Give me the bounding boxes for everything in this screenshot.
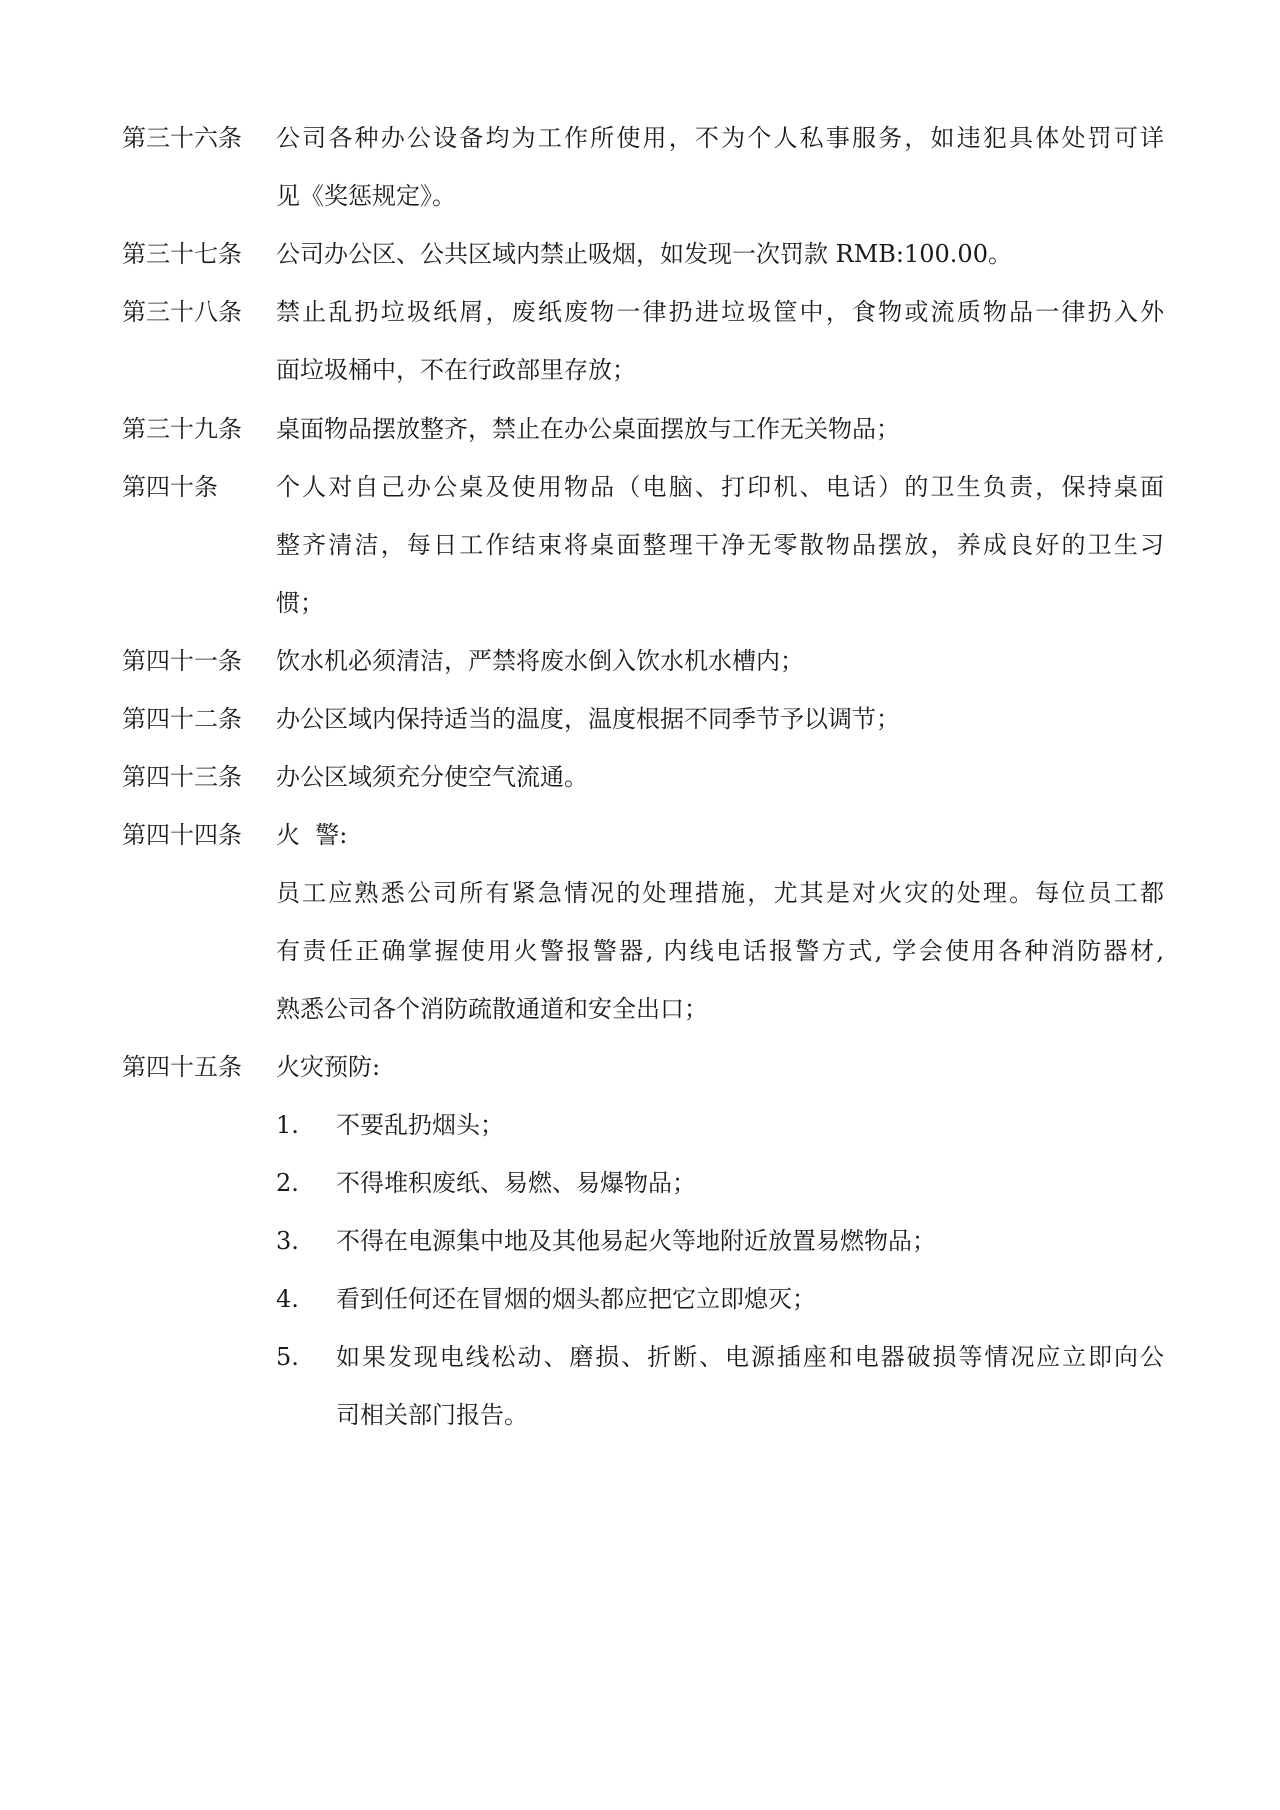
article-44-text: 员工应熟悉公司所有紧急情况的处理措施，尤其是对火灾的处理。每位员工都 — [276, 879, 1164, 907]
list-item-text: 司相关部门报告。 — [336, 1401, 528, 1429]
article-40-text: 惯； — [276, 589, 324, 617]
article-44-heading: 火 警: — [276, 821, 348, 849]
article-36-text: 公司各种办公设备均为工作所使用，不为个人私事服务，如违犯具体处罚可详 — [276, 124, 1164, 152]
article-38-label: 第三十八条 — [122, 298, 242, 326]
article-43-text: 办公区域须充分使空气流通。 — [276, 763, 588, 791]
list-item-number: 2. — [276, 1169, 299, 1197]
list-item-text: 如果发现电线松动、磨损、折断、电源插座和电器破损等情况应立即向公 — [336, 1343, 1164, 1371]
article-41-label: 第四十一条 — [122, 647, 242, 675]
article-39-text: 桌面物品摆放整齐，禁止在办公桌面摆放与工作无关物品； — [276, 415, 900, 443]
list-item-text: 看到任何还在冒烟的烟头都应把它立即熄灭； — [336, 1285, 816, 1313]
article-39-label: 第三十九条 — [122, 415, 242, 443]
article-37-label: 第三十七条 — [122, 240, 242, 268]
article-45-label: 第四十五条 — [122, 1053, 242, 1081]
article-44-text: 熟悉公司各个消防疏散通道和安全出口； — [276, 995, 708, 1023]
article-44-text: 有责任正确掌握使用火警报警器, 内线电话报警方式, 学会使用各种消防器材, — [276, 937, 1164, 965]
article-37-text: 公司办公区、公共区域内禁止吸烟，如发现一次罚款 RMB:100.00。 — [276, 240, 1012, 268]
article-40-text: 个人对自己办公桌及使用物品（电脑、打印机、电话）的卫生负责，保持桌面 — [276, 473, 1164, 501]
list-item-text: 不要乱扔烟头； — [336, 1111, 504, 1139]
article-44-label: 第四十四条 — [122, 821, 242, 849]
list-item-number: 3. — [276, 1227, 299, 1255]
article-38-text: 面垃圾桶中，不在行政部里存放； — [276, 356, 636, 384]
article-43-label: 第四十三条 — [122, 763, 242, 791]
list-item-number: 5. — [276, 1343, 299, 1371]
article-38-text: 禁止乱扔垃圾纸屑，废纸废物一律扔进垃圾筐中，食物或流质物品一律扔入外 — [276, 298, 1164, 326]
article-41-text: 饮水机必须清洁，严禁将废水倒入饮水机水槽内； — [276, 647, 804, 675]
article-42-label: 第四十二条 — [122, 705, 242, 733]
article-42-text: 办公区域内保持适当的温度，温度根据不同季节予以调节； — [276, 705, 900, 733]
list-item-number: 4. — [276, 1285, 299, 1313]
article-40-label: 第四十条 — [122, 473, 218, 501]
list-item-text: 不得堆积废纸、易燃、易爆物品； — [336, 1169, 696, 1197]
article-40-text: 整齐清洁，每日工作结束将桌面整理干净无零散物品摆放，养成良好的卫生习 — [276, 531, 1164, 559]
article-36-label: 第三十六条 — [122, 124, 242, 152]
article-45-heading: 火灾预防: — [276, 1053, 381, 1081]
list-item-text: 不得在电源集中地及其他易起火等地附近放置易燃物品； — [336, 1227, 936, 1255]
list-item-number: 1. — [276, 1111, 299, 1139]
article-36-text: 见《奖惩规定》。 — [276, 182, 456, 210]
